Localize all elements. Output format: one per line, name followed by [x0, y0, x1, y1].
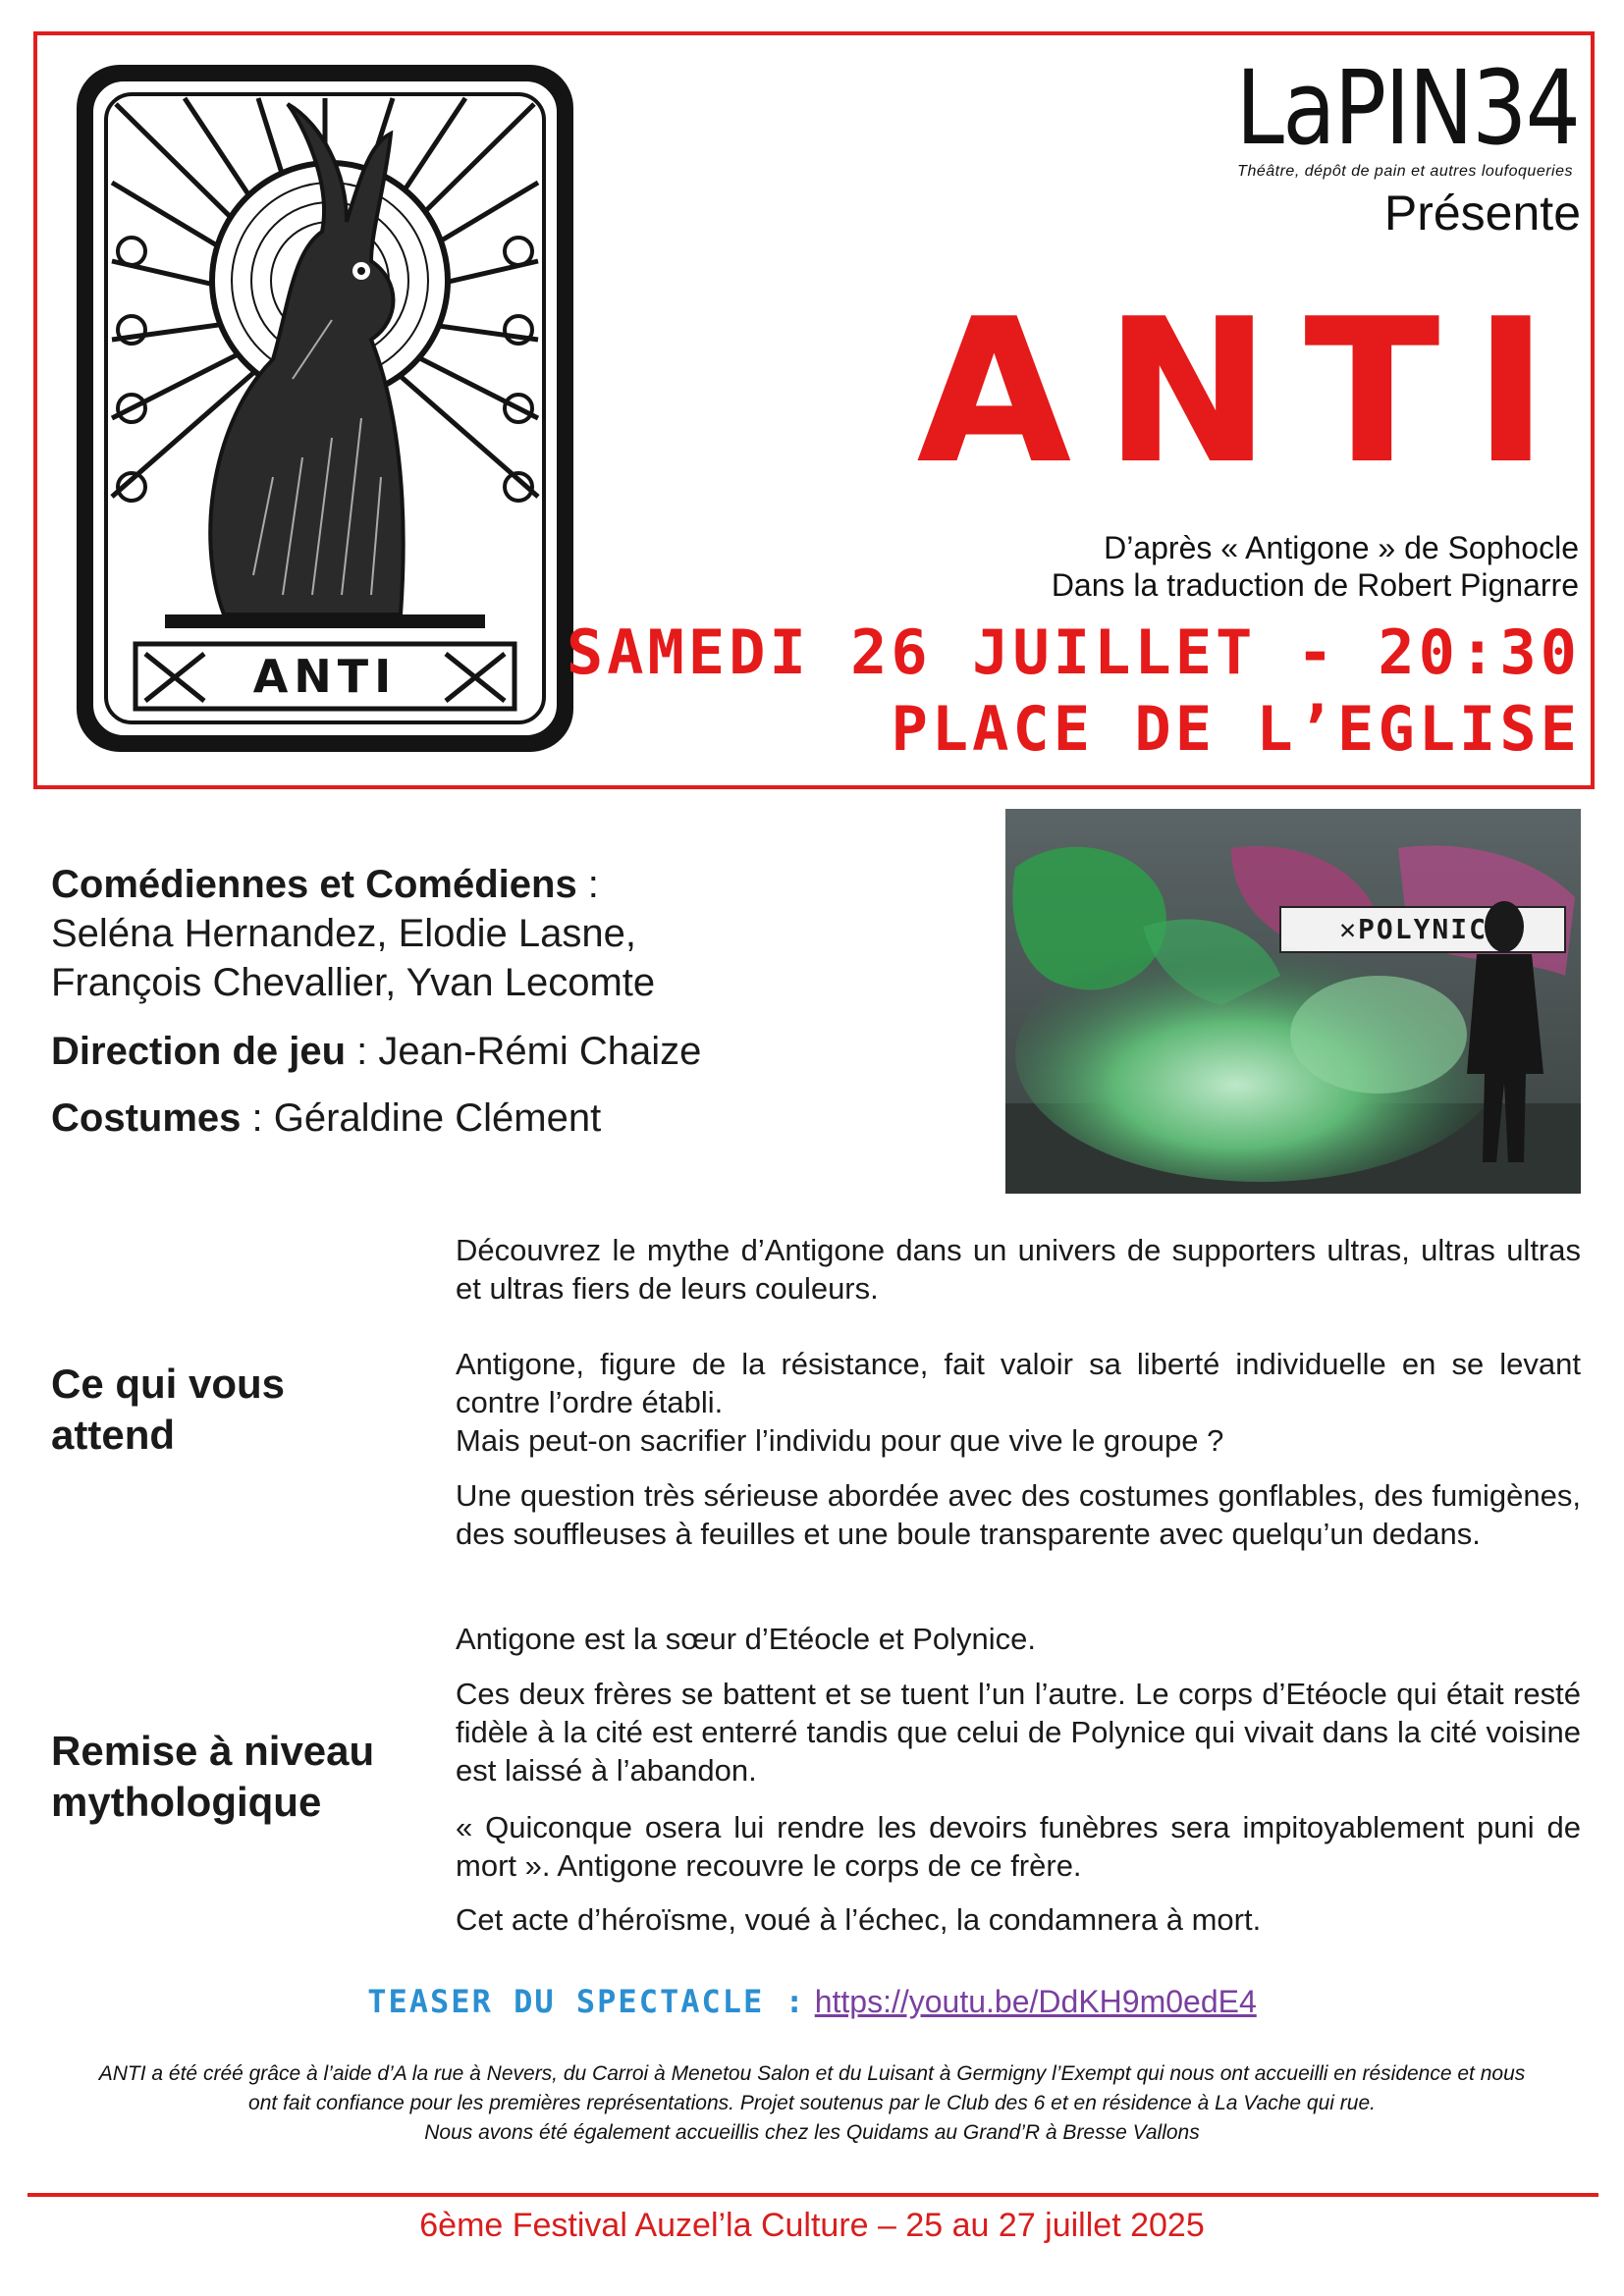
teaser-label: TEASER DU SPECTACLE : [367, 1983, 806, 2020]
adaptation-source: D’après « Antigone » de Sophocle [1104, 530, 1579, 565]
photo-banner-text: ✕POLYNICE [1339, 913, 1506, 945]
section2-paragraph-3: « Quiconque osera lui rendre les devoirs funèbres sera impitoyablement puni de mort ». Antigone recouvre le corps de ce frère. [456, 1810, 1581, 1883]
smoke-scene-image [1005, 809, 1581, 1194]
costumes-name: Géraldine Clément [273, 1096, 602, 1140]
direction-label: Direction de jeu [51, 1030, 347, 1073]
section2-paragraph-4: Cet acte d’héroïsme, voué à l’échec, la condamnera à mort. [456, 1902, 1262, 1937]
costumes-separator: : [241, 1096, 274, 1140]
translation-credit: Dans la traduction de Robert Pignarre [1051, 567, 1579, 603]
section1-paragraph-2b: Mais peut-on sacrifier l’individu pour que vive le groupe ? [456, 1423, 1224, 1458]
cast-separator: : [576, 863, 599, 906]
show-title-text: ANTI [917, 278, 1583, 507]
section1-heading-line1: Ce qui vous [51, 1361, 286, 1407]
section1-heading-line2: attend [51, 1412, 175, 1459]
costumes-label: Costumes [51, 1096, 242, 1140]
section1-paragraph-3: Une question très sérieuse abordée avec des costumes gonflables, des fumigènes, des souffleuses à feuilles et une boule transparente avec quelqu’un dedans. [456, 1478, 1581, 1551]
section1-paragraph-2a: Antigone, figure de la résistance, fait valoir sa liberté individuelle en se levant contre l’ordre établi. [456, 1347, 1581, 1419]
company-logo [1175, 48, 1579, 181]
section2-heading-line1: Remise à niveau [51, 1728, 375, 1774]
cast-names-line1: Seléna Hernandez, Elodie Lasne, [51, 912, 636, 955]
logo-tagline: Théâtre, dépôt de pain et autres loufoqueries [1237, 163, 1573, 180]
acknowledgement-line3: Nous avons été également accueillis chez les Quidams au Grand’R à Bresse Vallons [424, 2121, 1200, 2144]
costumes-credit [51, 1094, 601, 1143]
event-location: PLACE DE L’EGLISE [891, 693, 1581, 765]
show-title [917, 278, 1583, 507]
acknowledgement-line1: ANTI a été créé grâce à l’aide d’A la rue à Nevers, du Carroi à Menetou Salon et du Luisant à Germigny l’Exempt qui nous ont accueilli en résidence et nous [98, 2062, 1526, 2085]
section2-paragraph-2: Ces deux frères se battent et se tuent l’un l’autre. Le corps d’Etéocle qui était resté fidèle à la cité est enterré tandis que celui de Polynice qui vivait dans la cité voisine est laissé à l’abandon. [456, 1677, 1581, 1788]
direction-name: Jean-Rémi Chaize [378, 1030, 702, 1073]
cast-names-line2: François Chevallier, Yvan Lecomte [51, 961, 656, 1004]
event-date-time: SAMEDI 26 JUILLET - 20:30 [566, 616, 1581, 688]
festival-footer: 6ème Festival Auzel’la Culture – 25 au 27 juillet 2025 [419, 2207, 1205, 2244]
presents-label: Présente [1383, 186, 1581, 240]
poster-illustration [77, 65, 573, 752]
production-photo [1005, 809, 1581, 1194]
footer-divider [27, 2193, 1598, 2197]
section-heading-what-awaits [51, 1359, 285, 1461]
teaser-line [0, 1983, 1624, 2020]
poster-title: ANTI [252, 650, 398, 703]
logo-wordmark: LaPIN34 [1235, 48, 1579, 168]
section2-paragraph-1: Antigone est la sœur d’Etéocle et Polynice. [456, 1622, 1037, 1656]
cast-credit [51, 860, 655, 1007]
direction-credit [51, 1027, 701, 1076]
cast-label: Comédiennes et Comédiens [51, 863, 577, 906]
section-heading-mythology [51, 1726, 374, 1828]
section1-paragraph-1: Découvrez le mythe d’Antigone dans un univers de supporters ultras, ultras ultras et ultras fiers de leurs couleurs. [456, 1233, 1581, 1306]
hare-woodcut-image [77, 65, 573, 752]
direction-separator: : [346, 1030, 379, 1073]
teaser-link[interactable]: https://youtu.be/DdKH9m0edE4 [814, 1984, 1257, 2019]
acknowledgement-line2: ont fait confiance pour les premières représentations. Projet soutenus par le Club des 6 et en résidence à La Vache qui rue. [248, 2092, 1376, 2114]
section2-heading-line2: mythologique [51, 1779, 322, 1826]
